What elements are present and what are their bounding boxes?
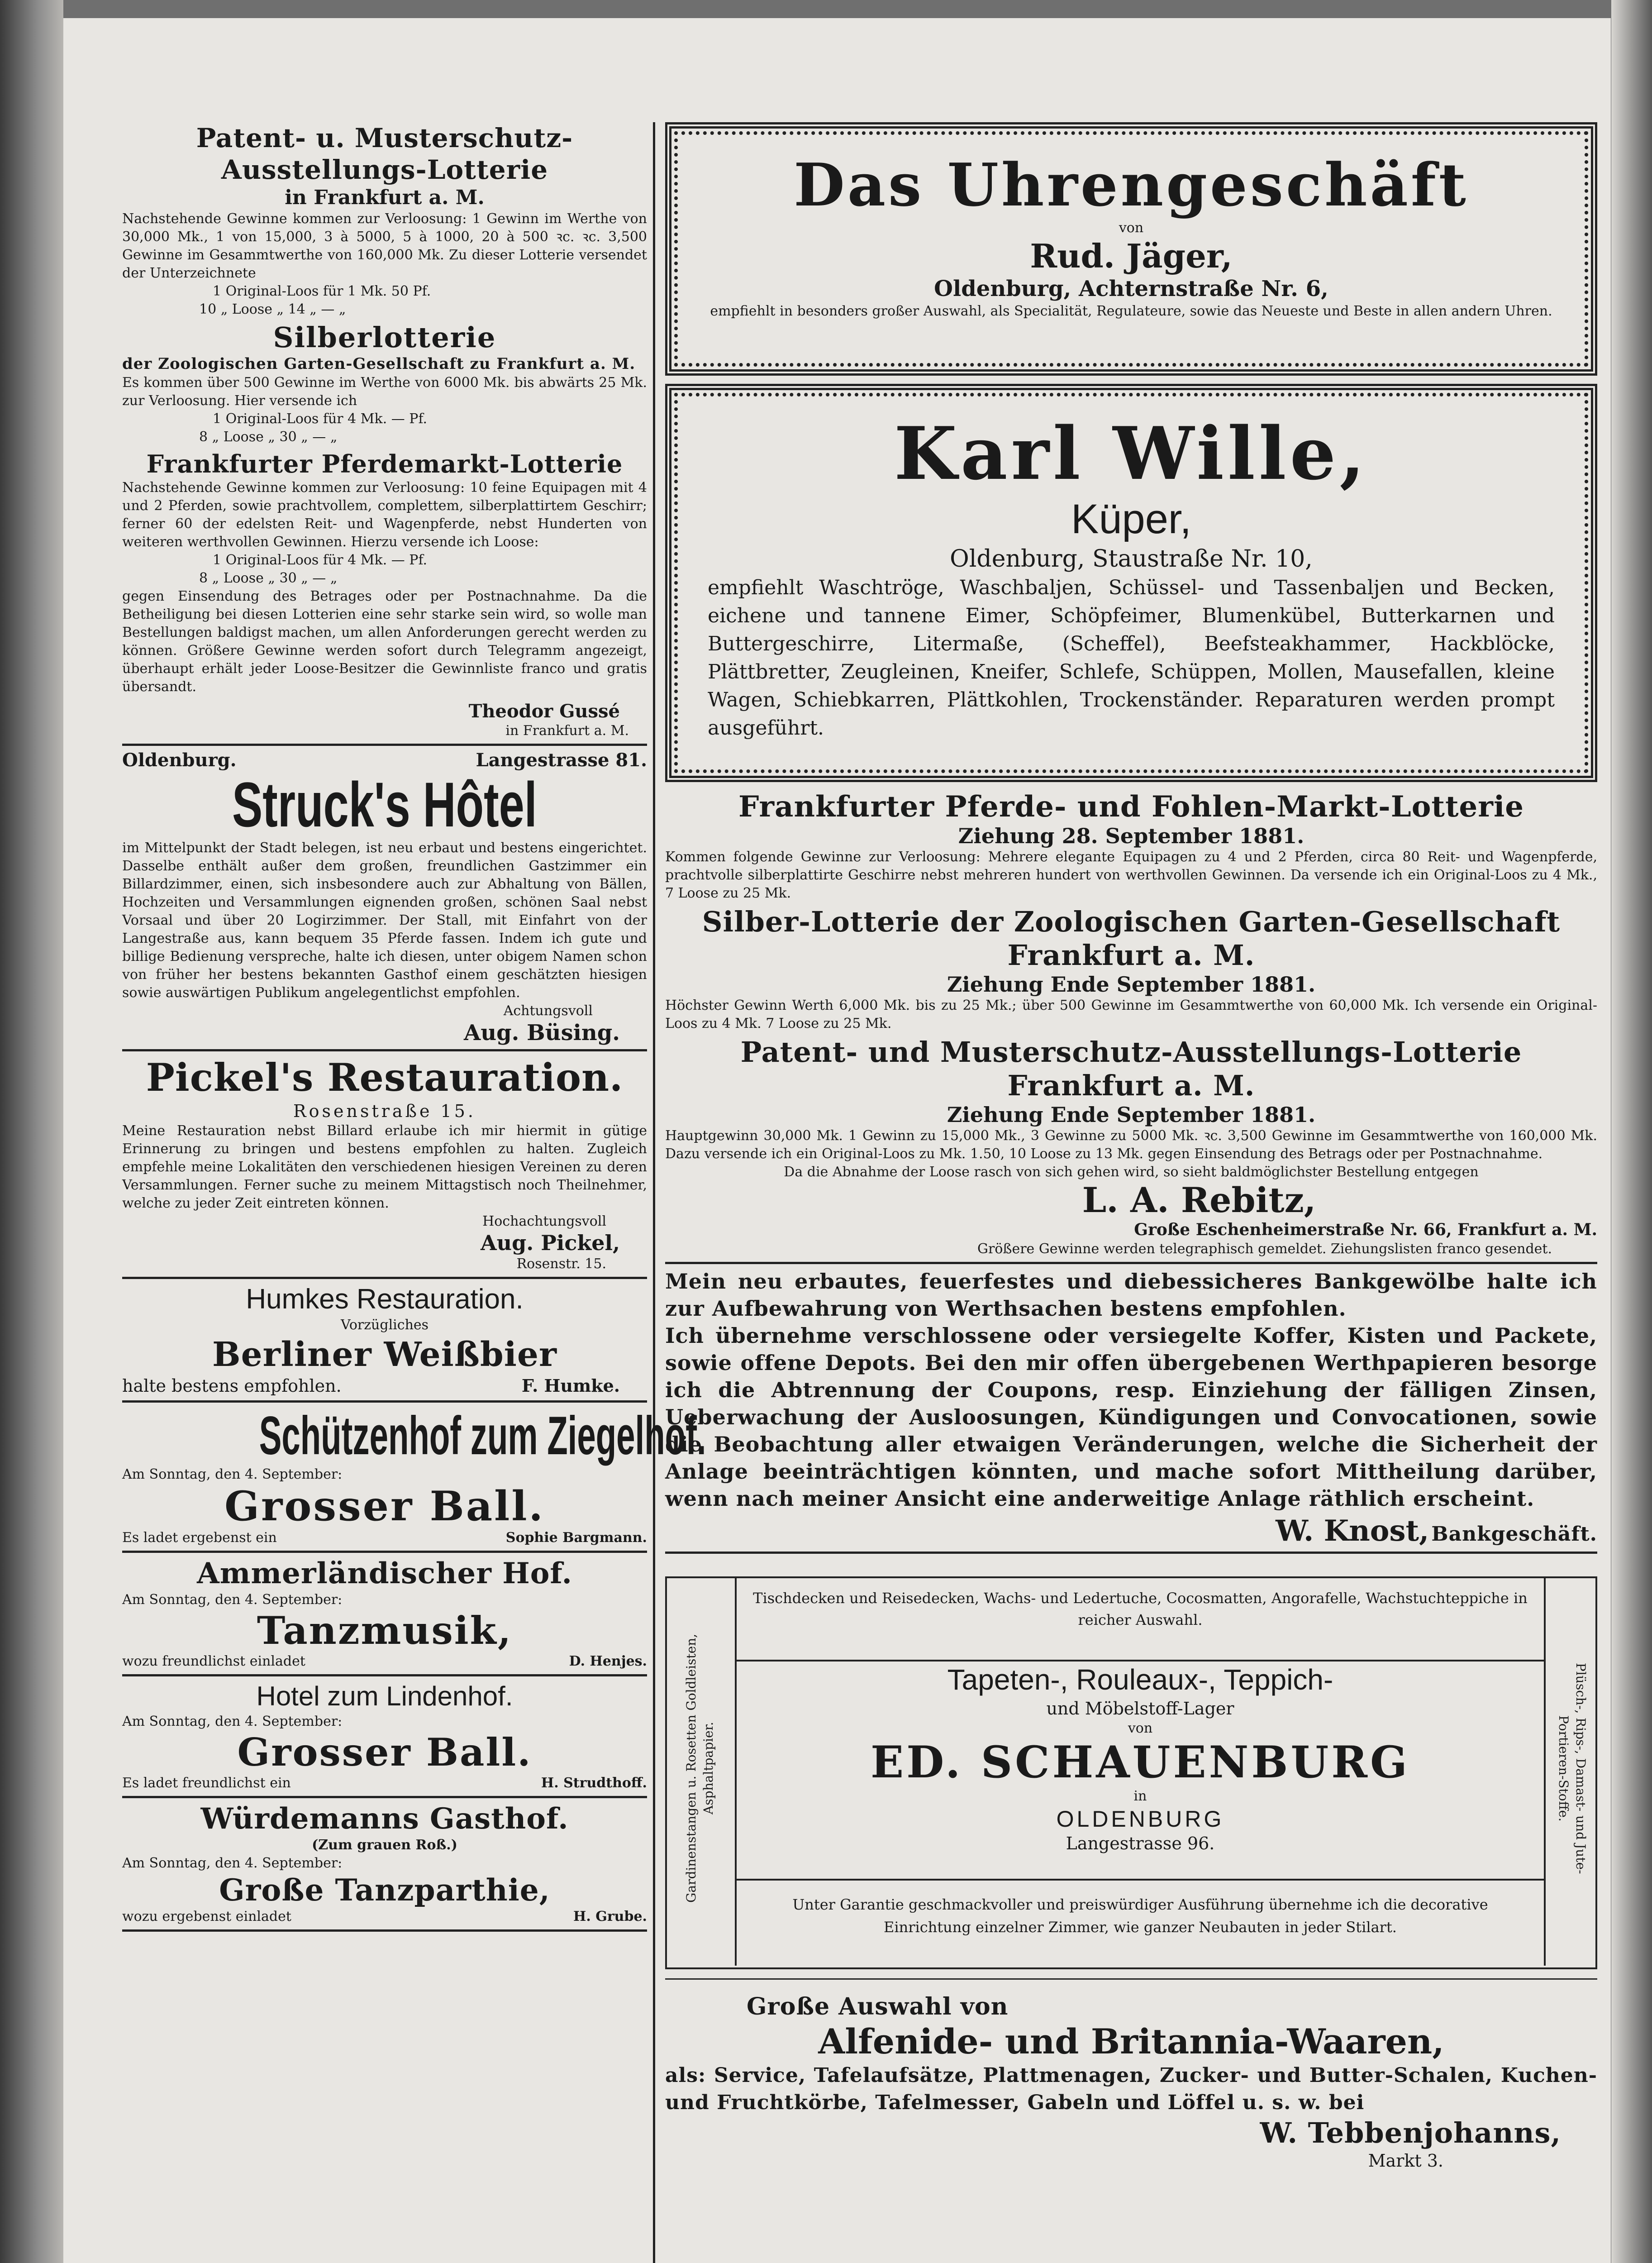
ad-pre: Vorzügliches [340,1317,429,1333]
ad-event: Grosser Ball. [224,1482,545,1530]
ad-date: Am Sonntag, den 4. September: [122,1714,343,1729]
side-text-right: Plüsch-, Rips-, Damast- und Jute-Portieren-Stoffe. [1556,1662,1588,1874]
ad-date: Am Sonntag, den 4. September: [122,1855,343,1871]
bottom-panel [737,1879,1544,1980]
ad-subtitle: der Zoologischen Garten-Gesellschaft zu Frankfurt a. M. [122,355,636,373]
ad-signer: L. A. Rebitz, [1082,1180,1316,1220]
ad-title: Struck's Hôtel [232,769,537,840]
bottom-text: Unter Garantie geschmackvoller und preiswürdiger Ausführung übernehme ich die decorative Einrichtung einzelner Zimmer, wie ganzer Neubauten in jeder Stilart. [792,1896,1488,1936]
ad-signer: H. Strudthoff. [541,1775,647,1791]
price-line: 8 „ Loose „ 30 „ — „ [199,429,338,445]
ad-humkes-restauration [122,1283,647,1397]
ad-pre: Große Auswahl von [747,1993,1009,2020]
ad-text: Nachstehende Gewinne kommen zur Verloosung: 1 Gewinn im Werthe von 30,000 Mk., 1 von 15,000, 3 à 5000, 5 à 1000, 20 à 500 ꝛc. ꝛc. 3,500 Gewinne im Gesammtwerthe von 160,000 Mk. Zu dieser Lotterie versendet der Unterzeichnete [122,211,647,281]
ad-von: von [1119,220,1144,236]
ad-signer: W. Tebbenjohanns, [1260,2116,1561,2149]
ad-place: in Frankfurt a. M. [285,186,485,209]
ad-title: Silberlotterie [273,321,496,354]
ad-signer: W. Knost, [1276,1514,1429,1548]
ad-text: empfiehlt Waschtröge, Waschbaljen, Schüssel- und Tassenbaljen und Becken, eichene und tannene Eimer, Schöpfeimer, Blumenkübel, Butterkarnen und Buttergeschirre, Litermaße, (Scheffel), Beefsteakhammer, Hackblöcke, Plättbretter, Zeugleinen, Kneifer, Schlefe, Schüppen, Mollen, Mausefallen, kleine Wagen, Schiebkarren, Plättkohlen, Trockenständer. Reparaturen werden prompt ausgeführt. [708,576,1555,740]
ad-title: Würdemanns Gasthof. [200,1802,569,1836]
ad-text: gegen Einsendung des Betrages oder per Postnachnahme. Da die Betheiligung bei diesen Lotterien eine sehr starke sein wird, so wolle man Bestellungen baldigst machen, um allen Anforderungen gerecht werden zu können. Größere Gewinne werden sofort durch Telegramm angezeigt, überhaupt erhält jeder Loose-Besitzer die Gewinnliste franco und gratis übersandt. [122,588,647,695]
ad-trade: Küper, [1071,496,1191,542]
ad-signer: Aug. Pickel, [480,1231,620,1255]
ad-text: empfiehlt in besonders großer Auswahl, als Specialität, Regulateure, sowie das Neueste und Beste in allen andern Uhren. [710,303,1552,319]
separator [122,1796,647,1798]
ad-pferdemarkt-lotterie [122,449,647,740]
ad-title: Alfenide- und Britannia-Waaren, [818,2021,1444,2062]
ad-signer-address: Rosenstr. 15. [516,1256,606,1272]
price-line: 8 „ Loose „ 30 „ — „ [199,570,338,586]
separator [665,1552,1597,1554]
ad-left-text: halte bestens empfohlen. [122,1376,342,1396]
ad-address: Langestrasse 96. [1066,1833,1215,1853]
separator [122,1674,647,1676]
ad-signer: Theodor Gussé [468,701,620,722]
ad-line2: und Möbelstoff-Lager [1046,1699,1234,1719]
lottery-text: Kommen folgende Gewinne zur Verloosung: Mehrere elegante Equipagen zu 4 und 2 Pferden, circa 80 Reit- und Wagenpferde, prachtvolle silberplattirte Geschirre nebst mehreren hundert von werthvollen Gewinnen. Da versende ich ein Original-Loos zu 4 Mk., 7 Loose zu 25 Mk. [665,849,1597,901]
lottery-title: Silber-Lotterie der Zoologischen Garten-Gesellschaft Frankfurt a. M. [702,905,1561,972]
separator [122,1929,647,1932]
separator [665,1262,1597,1264]
ad-title: Ammerländischer Hof. [197,1556,572,1590]
ad-address: Rosenstraße 15. [293,1101,476,1121]
ad-text: Meine Restauration nebst Billard erlaube ich mir hiermit in gütige Erinnerung zu bringen und bestens empfohlen zu halten. Zugleich empfehle meine Lokalitäten den verschiedenen hiesigen Vereinen zu deren Versammlungen. Ferner suche zu meinem Mittagstisch noch Theilnehmer, welche zu jeder Zeit eintreten können. [122,1123,647,1211]
ad-signer: H. Grube. [573,1909,647,1924]
ad-text: als: Service, Tafelaufsätze, Plattmenagen, Zucker- und Butter-Schalen, Kuchen- und Fruchtkörbe, Tafelmesser, Gabeln und Löffel u. s. w. bei [665,2064,1597,2114]
ad-signer: F. Humke. [521,1375,620,1396]
lottery-text: Hauptgewinn 30,000 Mk. 1 Gewinn zu 15,000 Mk., 3 Gewinne zu 5000 Mk. ꝛc. 3,500 Gewinne im Gesammtwerthe von 160,000 Mk. Dazu versende ich ein Original-Loos zu Mk. 1.50, 10 Loose zu 13 Mk. gegen Einsendung des Betrags oder per Postnachnahme. [665,1128,1597,1162]
ad-title: Pickel's Restauration. [146,1055,624,1100]
ad-patent-lotterie [122,122,647,319]
separator [122,1551,647,1553]
ad-product: Berliner Weißbier [212,1335,557,1374]
ad-signer-address: Große Eschenheimerstraße Nr. 66, Frankfurt a. M. [1134,1220,1597,1239]
ad-in: in [1133,1788,1147,1804]
ad-text: Es kommen über 500 Gewinne im Werthe von 6000 Mk. bis abwärts 25 Mk. zur Verloosung. Hier versende ich [122,375,647,409]
ad-name: Karl Wille, [894,411,1369,496]
ad-title: Humkes Restauration. [246,1284,524,1315]
ad-left-text: wozu freundlichst einladet [122,1653,305,1669]
separator [122,1277,647,1279]
ad-signer: D. Henjes. [569,1653,647,1669]
ad-city: Oldenburg. [122,750,237,771]
side-text-left: Gardinenstangen u. Rosetten Goldleisten, Asphaltpapier. [684,1633,716,1903]
ad-uhrengeschaeft [665,122,1597,376]
ad-closing: Hochachtungsvoll [482,1213,606,1229]
lottery-note: Da die Abnahme der Loose rasch von sich gehen wird, so sieht baldmöglichster Bestellung entgegen [784,1164,1479,1180]
ad-silberlotterie [122,321,647,446]
page-edge [1611,0,1652,2263]
ad-date: Am Sonntag, den 4. September: [122,1466,343,1482]
ad-rebitz-lotterien [665,790,1597,1258]
ad-event: Tanzmusik, [257,1608,513,1653]
ad-city: OLDENBURG [1056,1806,1224,1832]
ad-signer-place: in Frankfurt a. M. [505,723,629,739]
top-panel [737,1578,1544,1661]
ad-date: Am Sonntag, den 4. September: [122,1592,343,1608]
ad-knost-bankgeschaeft [665,1268,1597,1548]
ad-address: Oldenburg, Staustraße Nr. 10, [950,545,1313,573]
ad-von: von [1128,1720,1153,1736]
ad-tebbenjohanns [665,1983,1597,2172]
ad-hotel-lindenhof [122,1680,647,1792]
ad-schauenburg [665,1576,1597,1969]
ad-title: Patent- u. Musterschutz-Ausstellungs-Lotterie [196,123,573,185]
ad-ammerlaendischer-hof [122,1556,647,1671]
ad-signer-title: Bankgeschäft. [1431,1523,1597,1546]
ad-signer: Sophie Bargmann. [505,1530,647,1546]
separator [122,744,647,746]
ad-title: Frankfurter Pferdemarkt-Lotterie [146,449,623,478]
ad-title: Hotel zum Lindenhof. [256,1681,513,1711]
lottery-title: Patent- und Musterschutz-Ausstellungs-Lotterie Frankfurt a. M. [740,1036,1522,1102]
price-line: 1 Original-Loos für 4 Mk. — Pf. [213,552,428,568]
right-column [665,122,1597,2263]
ad-karl-wille [665,384,1597,782]
ad-line1: Tapeten-, Rouleaux-, Teppich- [947,1663,1333,1696]
price-line: 1 Original-Loos für 4 Mk. — Pf. [213,411,428,427]
separator [122,1049,647,1051]
ad-title: Das Uhrengeschäft [794,150,1469,220]
ad-address: Markt 3. [1368,2151,1443,2171]
ad-signer: Aug. Büsing. [463,1020,620,1046]
ad-left-text: wozu ergebenst einladet [122,1909,291,1924]
book-binding [0,0,63,2263]
side-panel-left [667,1578,737,1966]
ad-address: Langestrasse 81. [476,750,647,771]
lottery-title: Frankfurter Pferde- und Fohlen-Markt-Lotterie [738,790,1524,824]
ad-left-text: Es ladet ergebenst ein [122,1530,277,1546]
ad-name: ED. SCHAUENBURG [870,1737,1410,1788]
ad-text: Mein neu erbautes, feuerfestes und diebessicheres Bankgewölbe halte ich zur Aufbewahrung von Werthsachen bestens empfohlen. [665,1269,1597,1321]
lottery-date: Ziehung Ende September 1881. [947,1103,1316,1127]
ad-closing: Achtungsvoll [503,1003,593,1019]
side-panel-right [1544,1578,1595,1966]
price-line: 10 „ Loose „ 14 „ — „ [199,301,346,317]
ad-wuerdemanns-gasthof [122,1802,647,1926]
ad-text: Nachstehende Gewinne kommen zur Verloosung: 10 feine Equipagen mit 4 und 2 Pferden, sowie prachtvollem, complettem, silberplattirtem Geschirr; ferner 60 der edelsten Reit- und Wagenpferde, nebst Hunderten von weiteren werthvollen Gewinnen. Hierzu versende ich Loose: [122,480,647,550]
ad-strucks-hotel [122,750,647,1046]
ad-left-text: Es ladet freundlichst ein [122,1775,291,1791]
ad-event: Grosser Ball. [237,1730,532,1775]
ad-address: Oldenburg, Achternstraße Nr. 6, [934,276,1328,301]
ad-subtitle: (Zum grauen Roß.) [312,1837,457,1853]
ad-schuetzenhof [122,1405,706,1547]
ad-pickels-restauration [122,1055,647,1273]
ad-name: Rud. Jäger, [1030,237,1233,275]
ad-event: Große Tanzparthie, [219,1872,550,1908]
ad-title: Schützenhof zum Ziegelhof. [259,1405,706,1466]
lottery-date: Ziehung Ende September 1881. [947,972,1316,997]
separator [122,1400,647,1403]
top-text: Tischdecken und Reisedecken, Wachs- und Ledertuche, Cocosmatten, Angorafelle, Wachstuchteppiche in reicher Auswahl. [753,1590,1528,1628]
ad-text: im Mittelpunkt der Stadt belegen, ist neu erbaut und bestens eingerichtet. Dasselbe enthält außer dem großen, freundlichen Gastzimmer ein Billardzimmer, einen, sich insbesondere auch zur Abhaltung von Bällen, Hochzeiten und Versammlungen eignenden großen, schönen Saal nebst Vorsaal und über 20 Logirzimmer. Der Stall, mit Einfahrt von der Langestraße aus, kann bequem 35 Pferde fassen. Indem ich gute und billige Bedienung verspreche, halte ich diesen, unter obigem Namen schon von früher her bestens bekannten Gasthof einem geschätzten hiesigen sowie auswärtigen Publikum angelegentlichst empfohlen. [122,840,647,1001]
lottery-date: Ziehung 28. September 1881. [958,824,1304,848]
ad-footnote: Größere Gewinne werden telegraphisch gemeldet. Ziehungslisten franco gesendet. [977,1241,1552,1257]
column-rule [653,122,655,2263]
lottery-text: Höchster Gewinn Werth 6,000 Mk. bis zu 25 Mk.; über 500 Gewinne im Gesammtwerthe von 60,000 Mk. Ich versende ein Original-Loos zu 4 Mk. 7 Loose zu 25 Mk. [665,998,1597,1031]
price-line: 1 Original-Loos für 1 Mk. 50 Pf. [213,283,431,299]
ad-text: Ich übernehme verschlossene oder versiegelte Koffer, Kisten und Packete, sowie offene Depots. Bei den mir offen übergebenen Werthpapieren besorge ich die Abtrennung der Coupons, resp. Einziehung der fälligen Zinsen, Ueberwachung der Ausloosungen, Kündigungen und Convocationen, sowie die Beobachtung aller etwaigen Veränderungen, welche die Sicherheit der Anlage beeinträchtigen könnten, und mache sofort Mittheilung darüber, wenn nach meiner Ansicht eine anderweitige Anlage räthlich erscheint. [665,1323,1597,1511]
center-panel [737,1652,1544,1879]
